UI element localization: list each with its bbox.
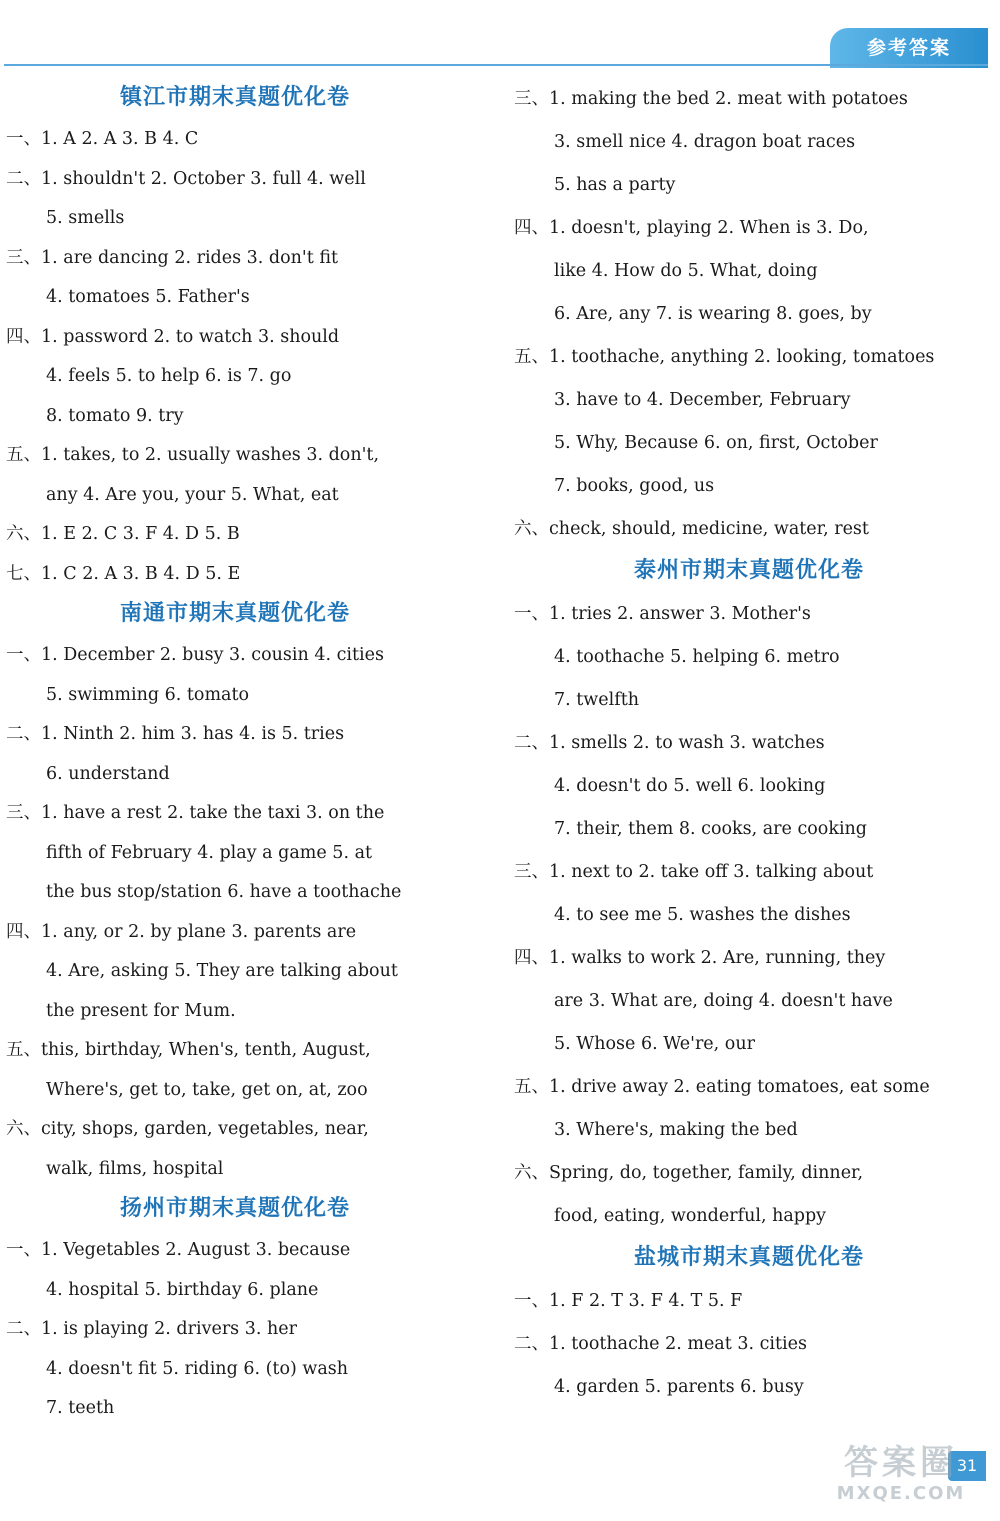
answer-line: 三、1. next to 2. take off 3. talking about xyxy=(514,862,874,882)
answer-line: 7. books, good, us xyxy=(554,476,715,496)
answer-line: 一、1. A 2. A 3. B 4. C xyxy=(6,129,199,149)
watermark-bottom: MXQE.COM xyxy=(836,1483,966,1504)
answer-line: 四、1. any, or 2. by plane 3. parents are xyxy=(6,921,357,942)
answer-line: 7. twelfth xyxy=(554,690,640,710)
answer-line: 三、1. are dancing 2. rides 3. don't fit xyxy=(6,247,339,268)
answer-line: 三、1. have a rest 2. take the taxi 3. on the xyxy=(6,803,385,823)
answer-line: any 4. Are you, your 5. What, eat xyxy=(46,484,339,505)
answer-line: 5. has a party xyxy=(554,175,676,195)
answer-line: 4. Are, asking 5. They are talking about xyxy=(46,961,398,981)
answer-line: 一、1. December 2. busy 3. cousin 4. cities xyxy=(6,645,384,665)
watermark-top: 答案圈 xyxy=(844,1443,958,1483)
answer-line: food, eating, wonderful, happy xyxy=(554,1206,827,1226)
answer-line: 6. understand xyxy=(46,763,170,784)
answer-line: 二、1. shouldn't 2. October 3. full 4. well xyxy=(6,168,366,189)
answer-line: 六、1. E 2. C 3. F 4. D 5. B xyxy=(6,524,240,544)
answer-line: Where's, get to, take, get on, at, zoo xyxy=(46,1079,368,1100)
answer-line: like 4. How do 5. What, doing xyxy=(554,261,818,281)
answer-line: 六、city, shops, garden, vegetables, near, xyxy=(6,1119,369,1139)
answer-line: the present for Mum. xyxy=(46,1000,236,1021)
answer-line: 五、1. toothache, anything 2. looking, tomatoes xyxy=(514,347,935,367)
answer-line: 二、1. is playing 2. drivers 3. her xyxy=(6,1319,297,1339)
answer-line: 4. tomatoes 5. Father's xyxy=(46,287,250,307)
answer-line: 5. swimming 6. tomato xyxy=(46,684,250,705)
answer-line: 五、1. drive away 2. eating tomatoes, eat some xyxy=(514,1077,930,1097)
answer-line: 五、this, birthday, When's, tenth, August, xyxy=(6,1040,371,1060)
answer-line: 8. tomato 9. try xyxy=(46,405,184,426)
answer-line: 4. doesn't do 5. well 6. looking xyxy=(554,776,826,796)
answer-line: 6. Are, any 7. is wearing 8. goes, by xyxy=(554,304,872,324)
answer-line: 7. teeth xyxy=(46,1398,115,1418)
answer-line: walk, films, hospital xyxy=(46,1158,224,1179)
answer-line: 四、1. password 2. to watch 3. should xyxy=(6,326,340,347)
answer-line: 二、1. smells 2. to wash 3. watches xyxy=(514,733,825,753)
answer-line: 五、1. takes, to 2. usually washes 3. don't, xyxy=(6,445,380,465)
answer-line: 3. Where's, making the bed xyxy=(554,1120,798,1140)
answer-line: 三、1. making the bed 2. meat with potatoes xyxy=(514,89,908,109)
answer-line: 3. smell nice 4. dragon boat races xyxy=(554,132,856,152)
answer-line: the bus stop/station 6. have a toothache xyxy=(46,882,402,902)
section-title: 南通市期末真题优化卷 xyxy=(119,601,350,626)
answer-line: 一、1. Vegetables 2. August 3. because xyxy=(6,1240,351,1260)
answer-line: 4. hospital 5. birthday 6. plane xyxy=(46,1279,319,1300)
answer-line: 一、1. tries 2. answer 3. Mother's xyxy=(514,604,811,624)
answer-line: 二、1. toothache 2. meat 3. cities xyxy=(514,1334,807,1354)
answer-line: fifth of February 4. play a game 5. at xyxy=(46,842,373,863)
answer-line: 4. garden 5. parents 6. busy xyxy=(554,1377,804,1397)
answer-line: 一、1. F 2. T 3. F 4. T 5. F xyxy=(514,1291,743,1311)
answer-line: 六、check, should, medicine, water, rest xyxy=(514,519,869,539)
section-title: 盐城市期末真题优化卷 xyxy=(633,1245,864,1270)
header-rule xyxy=(4,64,988,66)
answer-line: 4. to see me 5. washes the dishes xyxy=(554,905,851,925)
watermark-logo xyxy=(808,1443,994,1513)
page-number: 31 xyxy=(948,1451,986,1481)
answer-line: 4. toothache 5. helping 6. metro xyxy=(554,647,840,667)
answer-line: 七、1. C 2. A 3. B 4. D 5. E xyxy=(6,563,241,584)
answer-line: 4. doesn't fit 5. riding 6. (to) wash xyxy=(46,1358,349,1379)
answer-line: are 3. What are, doing 4. doesn't have xyxy=(554,991,893,1011)
answer-line: 六、Spring, do, together, family, dinner, xyxy=(514,1163,864,1183)
answer-line: 5. Why, Because 6. on, first, October xyxy=(554,433,878,453)
section-title: 扬州市期末真题优化卷 xyxy=(119,1196,350,1221)
left-column xyxy=(6,78,464,1429)
answer-line: 3. have to 4. December, February xyxy=(554,390,851,410)
answer-line: 5. smells xyxy=(46,208,125,228)
answer-line: 4. feels 5. to help 6. is 7. go xyxy=(46,366,292,386)
section-title: 泰州市期末真题优化卷 xyxy=(633,558,864,583)
answer-key-tab: 参考答案 xyxy=(830,28,988,68)
answer-line: 四、1. doesn't, playing 2. When is 3. Do, xyxy=(514,218,869,238)
answer-line: 7. their, them 8. cooks, are cooking xyxy=(554,819,868,839)
answer-line: 二、1. Ninth 2. him 3. has 4. is 5. tries xyxy=(6,724,345,744)
answer-line: 5. Whose 6. We're, our xyxy=(554,1034,755,1054)
right-column xyxy=(514,78,984,1409)
section-title: 镇江市期末真题优化卷 xyxy=(119,85,350,110)
answer-line: 四、1. walks to work 2. Are, running, they xyxy=(514,948,886,968)
